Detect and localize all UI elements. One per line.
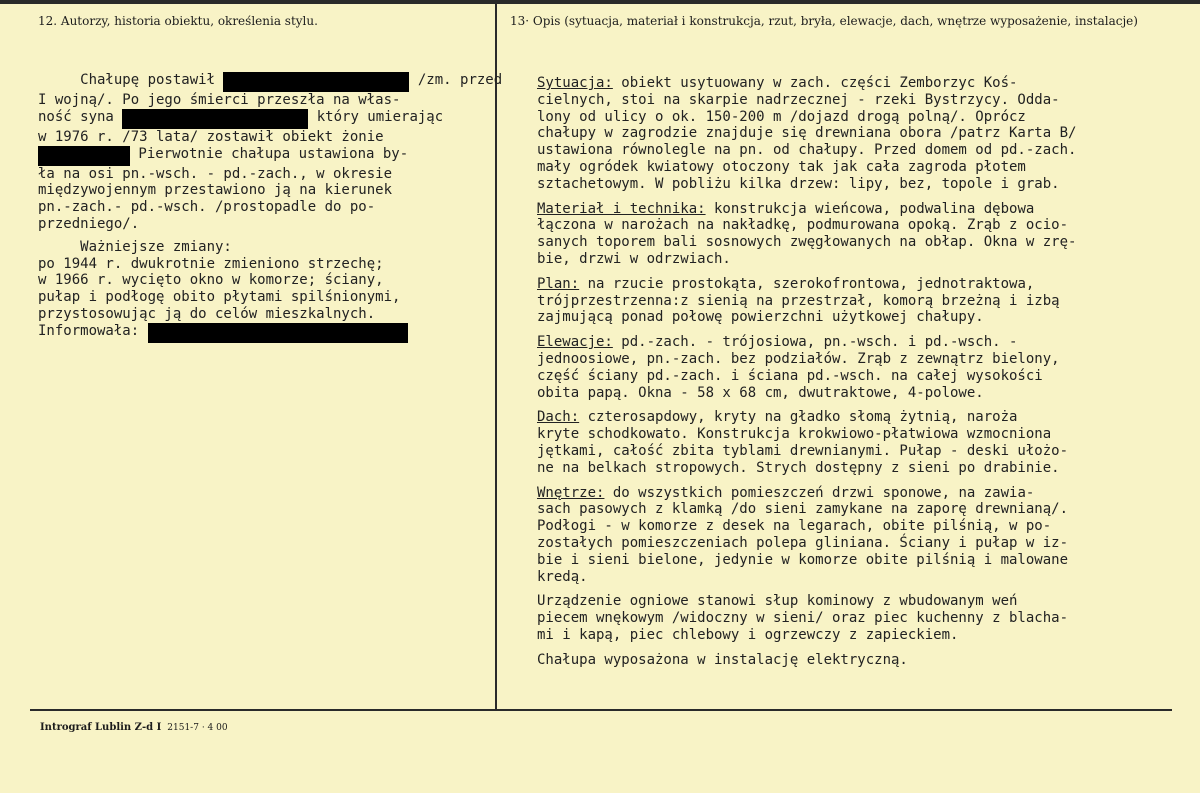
dach-title: Dach:	[537, 409, 580, 426]
history-line: Chałupę postawił /zm. przed	[38, 72, 502, 92]
history-line: I wojną/. Po jego śmierci przeszła na włas-	[38, 92, 401, 108]
publisher-label: Intrograf Lublin Z-d I	[40, 722, 162, 733]
changes-heading: Ważniejsze zmiany:	[38, 238, 232, 255]
history-text	[38, 72, 502, 343]
redaction-name-son	[122, 109, 308, 129]
wnetrze-title: Wnętrze:	[537, 484, 605, 501]
changes-line: w 1966 r. wycięto okno w komorze; ściany,	[38, 272, 384, 289]
paragraph-urzadzenie: Urządzenie ogniowe stanowi słup kominowy z wbudowanym weń piecem wnękowym /widoczny w sieni/ oraz piec kuchenny z blacha- mi i kapą, piec chlebowy i ogrzewczy z zapieckiem.	[537, 593, 1069, 643]
bottom-rule	[30, 709, 1172, 711]
history-line: Pierwotnie chałupa ustawiona by-	[38, 146, 502, 166]
redaction-name-builder	[223, 72, 409, 92]
sytuacja-title: Sytuacja:	[537, 75, 613, 91]
print-code: 2151-7 · 4 00	[167, 723, 228, 733]
paragraph-sytuacja: Sytuacja: obiekt usytuowany w zach. części Zemborzyc Koś- cielnych, stoi na skarpie nadrzecznej - rzeki Bystrzycy. Odda- lony od ulicy o ok. 150-200 m /dojazd drogą polną/. Oprócz chałupy w zagrodzie znajduje się drewniana obora /patrz Karta B/ ustawiona równolegle na pn. od chałupy. Przed domem od pd.-zach. mały ogródek kwiatowy otoczony tak jak cała zagroda płotem sztachetowym. W pobliżu kilka drzew: lipy, bez, topole i grab.	[537, 75, 1077, 192]
description-text	[537, 75, 1076, 669]
history-line: przedniego/.	[38, 215, 140, 232]
changes-line: przystosowując ją do celów mieszkalnych.	[38, 305, 376, 322]
elewacje-title: Elewacje:	[537, 334, 613, 351]
top-rule	[0, 0, 1200, 4]
paragraph-material: Materiał i technika: konstrukcja wieńcowa, podwalina dębowa łączona w narożach na nakładkę, podmurowana opoką. Zrąb z ocio- sanych toporem bali sosnowych zwęgłowanych na obłap. Okna w zrę- bie, drzwi w odrzwiach.	[537, 200, 1077, 267]
material-title: Materiał i technika:	[537, 200, 706, 217]
changes-line: po 1944 r. dwukrotnie zmieniono strzechę;	[38, 255, 384, 272]
print-footer	[40, 722, 228, 733]
history-line: pn.-zach.- pd.-wsch. /prostopadle do po-	[38, 199, 376, 216]
redaction-name-informant	[148, 323, 408, 343]
history-line: ła na osi pn.-wsch. - pd.-zach., w okresie	[38, 165, 393, 182]
paragraph-wnetrze: Wnętrze: do wszystkich pomieszczeń drzwi sponowe, na zawia- sach pasowych z klamką /do sieni zamykane na zaporę drewnianą/. Podłogi - w komorze z desek na legarach, obite pilśnią, w po- zostałych pomieszczeniach polepa gliniana. Ściany i pułap w iz- bie i sieni bielone, jedynie w komorze obite pilśnią i malowane kredą.	[537, 484, 1069, 585]
paragraph-instalacja: Chałupa wyposażona w instalację elektryczną.	[537, 651, 908, 668]
redaction-name-wife	[38, 146, 130, 166]
paragraph-dach: Dach: czterosapdowy, kryty na gładko słomą żytnią, naroża kryte schodkowato. Konstrukcja krokwiowo-płatwiowa wzmocniona jętkami, całość zbita tyblami drewnianymi. Pułap - deski ułożo- ne na belkach stropowych. Strych dostępny z sieni po drabinie.	[537, 409, 1069, 476]
informant-line: Informowała:	[38, 323, 502, 343]
history-line: w 1976 r. /73 lata/ zostawił obiekt żonie	[38, 128, 384, 145]
plan-title: Plan:	[537, 275, 580, 292]
history-line: ność syna który umierając	[38, 109, 502, 129]
section-12-header: 12. Autorzy, historia obiektu, określenia stylu.	[38, 14, 318, 28]
paragraph-plan: Plan: na rzucie prostokąta, szerokofrontowa, jednotraktowa, trójprzestrzenna:z sienią na przestrzał, komorą brzeżną i izbą zajmującą ponad połowę powierzchni użytkowej chałupy.	[537, 275, 1060, 326]
section-13-header: 13· Opis (sytuacja, materiał i konstrukcja, rzut, bryła, elewacje, dach, wnętrze wyposażenie, instalacje)	[510, 14, 1138, 28]
changes-line: pułap i podłogę obito płytami spilśnionymi,	[38, 289, 401, 306]
history-line: międzywojennym przestawiono ją na kierunek	[38, 182, 393, 199]
paragraph-elewacje: Elewacje: pd.-zach. - trójosiowa, pn.-wsch. i pd.-wsch. - jednoosiowe, pn.-zach. bez podziałów. Zrąb z zewnątrz bielony, część ściany pd.-zach. i ściana pd.-wsch. na całej wysokości obita papą. Okna - 58 x 68 cm, dwutraktowe, 4-polowe.	[537, 334, 1060, 401]
